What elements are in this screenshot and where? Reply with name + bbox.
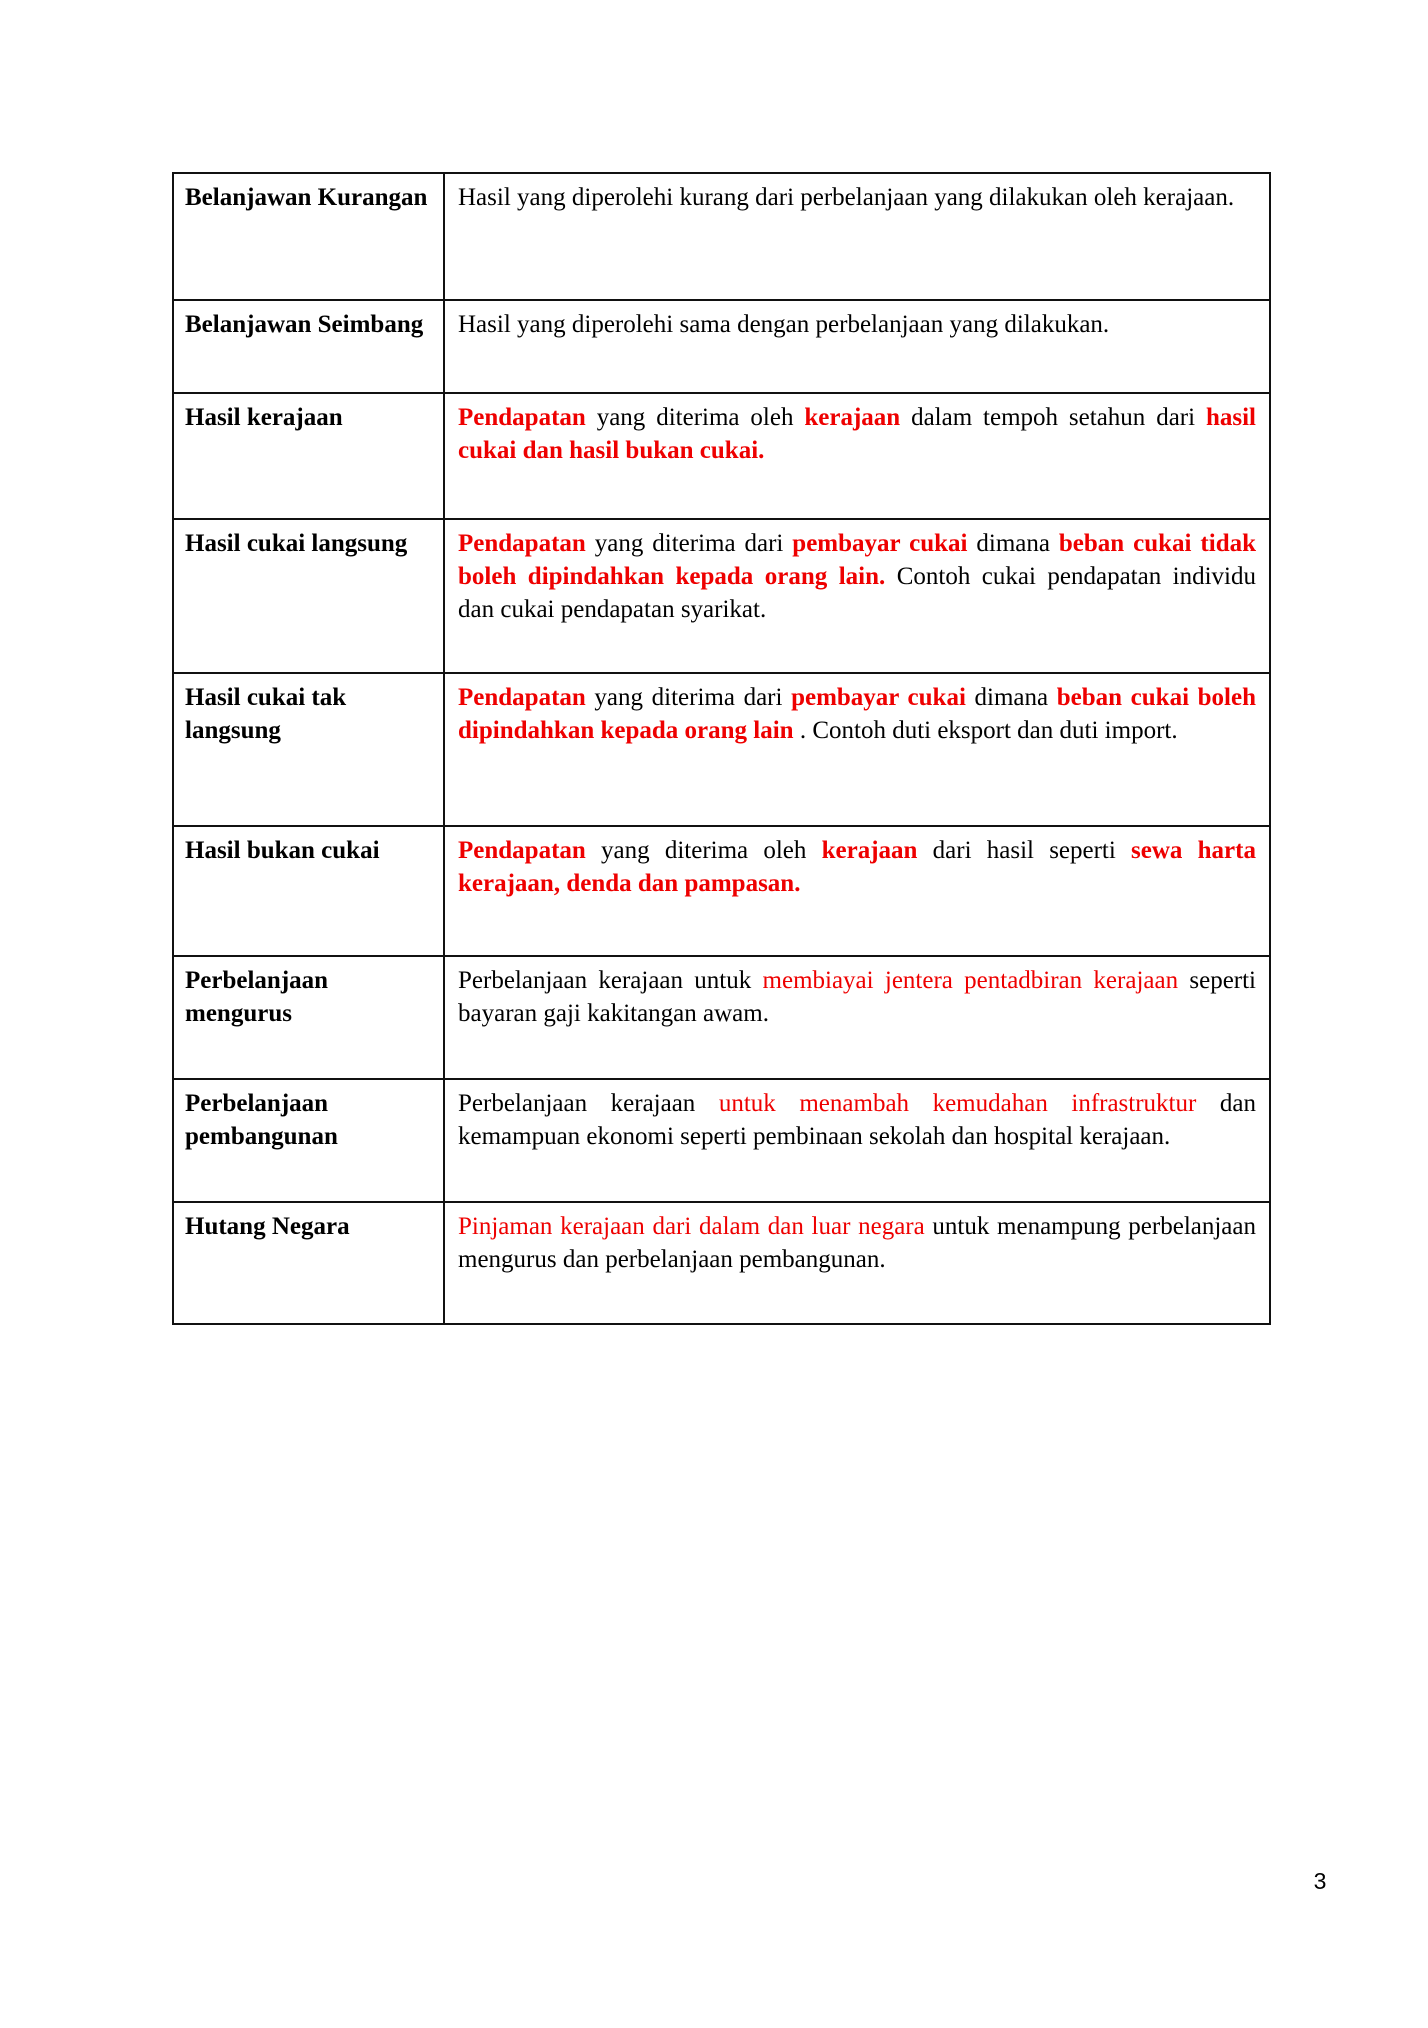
highlighted-definition-text: kerajaan <box>821 837 918 864</box>
highlighted-definition-text: Pinjaman kerajaan dari dalam dan luar negara <box>458 1213 925 1240</box>
term-cell: Perbelanjaan pembangunan <box>174 1080 445 1201</box>
definition-cell <box>445 520 1269 672</box>
definition-text: dimana <box>965 684 1057 711</box>
definition-cell <box>445 1080 1269 1201</box>
term-cell: Belanjawan Kurangan <box>174 174 445 299</box>
definition-text: yang diterima dari <box>585 684 792 711</box>
highlighted-definition-text: Pendapatan <box>458 684 586 711</box>
highlighted-definition-text: Pendapatan <box>458 404 586 431</box>
highlighted-definition-text: hasil cukai dan hasil bukan cukai. <box>458 404 1256 464</box>
definitions-table <box>172 172 1271 1325</box>
term-cell: Hasil kerajaan <box>174 394 445 518</box>
definition-text: Hasil yang diperolehi kurang dari perbelanjaan yang dilakukan oleh kerajaan. <box>458 184 1235 211</box>
table-row <box>174 955 1269 1078</box>
definition-cell <box>445 174 1269 299</box>
table-row <box>174 825 1269 955</box>
definition-text: Hasil yang diperolehi sama dengan perbelanjaan yang dilakukan. <box>458 311 1110 338</box>
definition-text: Contoh cukai pendapatan individu dan cukai pendapatan syarikat. <box>458 563 1256 623</box>
definition-text: dari hasil seperti <box>917 837 1132 864</box>
highlighted-definition-text: Pendapatan <box>458 530 586 557</box>
highlighted-definition-text: sewa harta kerajaan, denda dan pampasan. <box>458 837 1256 897</box>
definition-text: yang diterima oleh <box>585 837 822 864</box>
term-cell: Perbelanjaan mengurus <box>174 957 445 1078</box>
highlighted-definition-text: beban cukai boleh dipindahkan kepada orang lain <box>458 684 1256 744</box>
term-cell: Hasil cukai langsung <box>174 520 445 672</box>
definition-cell <box>445 674 1269 825</box>
term-cell: Hasil bukan cukai <box>174 827 445 955</box>
table-row <box>174 174 1269 299</box>
table-row <box>174 1078 1269 1201</box>
page-number: 3 <box>1313 1868 1327 1894</box>
highlighted-definition-text: pembayar cukai <box>791 684 966 711</box>
definition-text: dimana <box>967 530 1059 557</box>
definition-text: Perbelanjaan kerajaan untuk <box>458 967 763 994</box>
highlighted-definition-text: kerajaan <box>804 404 901 431</box>
table-row <box>174 299 1269 392</box>
definition-cell <box>445 394 1269 518</box>
table-row <box>174 1201 1269 1323</box>
term-cell: Hasil cukai tak langsung <box>174 674 445 825</box>
highlighted-definition-text: pembayar cukai <box>792 530 968 557</box>
definition-text: dalam tempoh setahun dari <box>900 404 1206 431</box>
definition-text: dan kemampuan ekonomi seperti pembinaan sekolah dan hospital kerajaan. <box>458 1090 1256 1150</box>
definition-cell <box>445 301 1269 392</box>
definition-cell <box>445 1203 1269 1323</box>
definition-text: untuk menampung perbelanjaan mengurus dan perbelanjaan pembangunan. <box>458 1213 1256 1273</box>
table-row <box>174 392 1269 518</box>
definition-text: seperti bayaran gaji kakitangan awam. <box>458 967 1257 1027</box>
term-cell: Belanjawan Seimbang <box>174 301 445 392</box>
definition-text: yang diterima oleh <box>585 404 805 431</box>
highlighted-definition-text: membiayai jentera pentadbiran kerajaan <box>762 967 1179 994</box>
definition-cell <box>445 957 1269 1078</box>
term-cell: Hutang Negara <box>174 1203 445 1323</box>
table-row <box>174 672 1269 825</box>
definition-cell <box>445 827 1269 955</box>
highlighted-definition-text: beban cukai tidak boleh dipindahkan kepada orang lain. <box>458 530 1256 590</box>
definition-text: yang diterima dari <box>585 530 793 557</box>
table-row <box>174 518 1269 672</box>
definition-text: . Contoh duti eksport dan duti import. <box>793 717 1178 744</box>
highlighted-definition-text: untuk menambah kemudahan infrastruktur <box>718 1090 1197 1117</box>
highlighted-definition-text: Pendapatan <box>458 837 586 864</box>
definition-text: Perbelanjaan kerajaan <box>458 1090 719 1117</box>
